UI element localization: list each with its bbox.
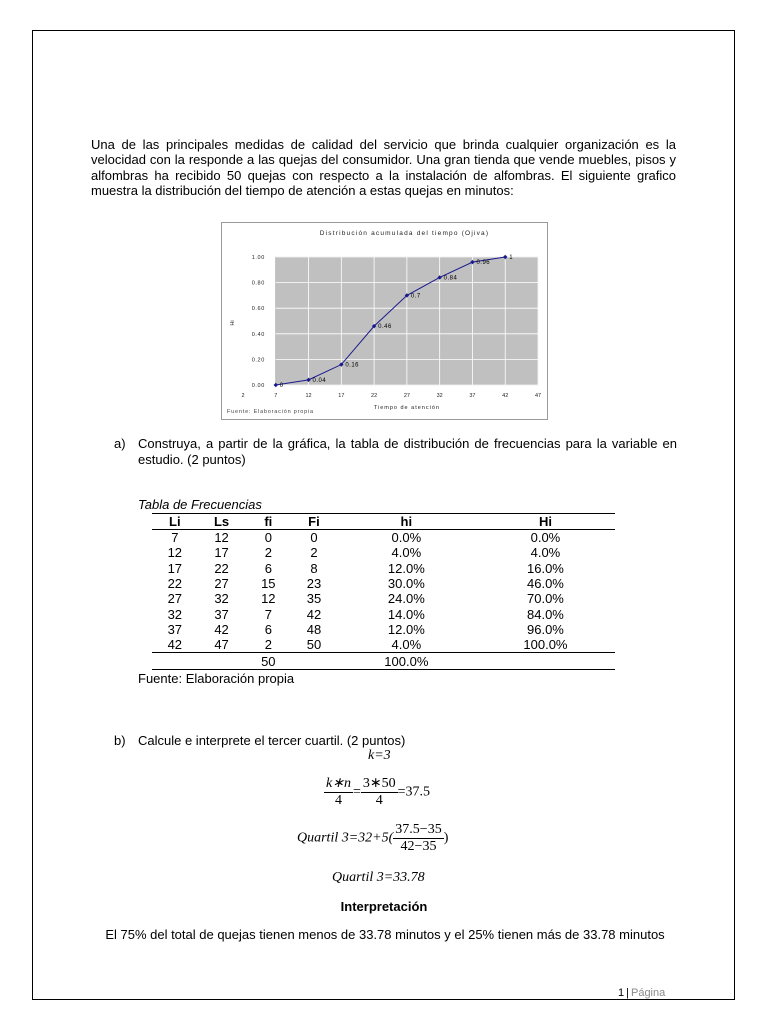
data-label: 0.84 (443, 275, 458, 282)
ogive-chart-svg (222, 223, 549, 421)
math-k-line: k=3 (368, 748, 391, 763)
footer-separator: | (626, 987, 629, 999)
fraction-denominator: 4 (375, 793, 383, 808)
header-Fi: Fi (291, 514, 337, 530)
table-cell: 12 (214, 530, 229, 546)
table-cell: 22 (214, 560, 229, 576)
table-row (152, 591, 615, 606)
table-cell: 47 (214, 637, 229, 653)
table-cell: 7 (264, 606, 272, 622)
table-cell: 22 (167, 576, 183, 592)
table-cell: 0 (310, 530, 318, 546)
table-cell: 4.0% (391, 637, 422, 653)
table-row (152, 530, 615, 546)
table-row (152, 561, 615, 576)
interpretation-heading: Interpretación (340, 899, 428, 914)
table-cell: 17 (167, 560, 183, 576)
fraction-numerator: k∗n (326, 776, 351, 791)
table-cell: 50 (306, 637, 322, 653)
x-tick-label: 22 (371, 393, 378, 399)
header-ls: Ls (198, 514, 246, 530)
table-cell: 12.0% (387, 621, 425, 637)
table-cell: 48 (306, 621, 322, 637)
chart-title: Distribución acumulada del tiempo (Ojiva) (319, 230, 490, 237)
table-cell: 100.0% (523, 637, 568, 653)
chart-source: Fuente: Elaboración propia (227, 409, 314, 415)
equals-sign: = (352, 784, 361, 800)
table-row (152, 637, 615, 653)
table-cell: 96.0% (527, 621, 564, 637)
fraction-numerator: 3∗50 (362, 776, 396, 791)
table-cell: 24.0% (387, 591, 425, 607)
y-tick-label: 0.00 (251, 383, 265, 389)
math-step-2 (297, 822, 448, 855)
frequency-table (152, 513, 615, 670)
ogive-chart (221, 222, 548, 420)
table-body (152, 530, 615, 670)
x-tick-label: 2 (241, 393, 245, 399)
table-cell: 4.0% (391, 545, 422, 561)
table-total-cell (198, 653, 246, 669)
table-total-cell (152, 653, 198, 669)
fraction-quartile (393, 822, 443, 855)
table-cell: 12 (261, 591, 276, 607)
y-tick-label: 0.60 (251, 306, 265, 313)
header-hi: hi (337, 514, 476, 530)
table-cell: 84.0% (527, 606, 564, 622)
x-tick-label: 37 (469, 393, 476, 399)
quartile-formula-prefix: Quartil 3=32+5( (297, 830, 394, 846)
fraction-3x50-over-4 (361, 776, 398, 809)
x-tick-label: 27 (403, 393, 410, 399)
table-cell: 32 (167, 606, 183, 622)
page-footer (618, 987, 665, 999)
table-cell: 0.0% (391, 530, 422, 546)
table-total-row (152, 653, 615, 669)
fraction-kn-over-4 (324, 776, 353, 809)
page-number: 1 (618, 987, 625, 999)
table-cell: 0 (264, 530, 272, 546)
y-axis-label: Hi (230, 320, 236, 326)
fraction-denominator: 4 (334, 793, 342, 808)
header-fi: fi (246, 514, 292, 530)
x-axis-label: Tiempo de atención (373, 405, 440, 411)
data-label: 0.16 (345, 362, 360, 369)
table-row (152, 545, 615, 560)
table-cell: 7 (171, 530, 179, 546)
data-label: 0.7 (410, 293, 421, 300)
x-tick-label: 7 (274, 393, 278, 399)
table-cell: 42 (214, 621, 229, 637)
table-cell: 2 (264, 637, 272, 653)
table-row (152, 622, 615, 637)
y-tick-label: 0.40 (251, 331, 265, 338)
table-cell: 37 (214, 606, 229, 622)
table-row (152, 606, 615, 621)
table-cell: 37 (167, 621, 183, 637)
table-cell: 2 (264, 545, 272, 561)
table-cell: 42 (306, 606, 322, 622)
table-cell: 70.0% (527, 591, 564, 607)
x-tick-label: 12 (305, 393, 312, 399)
table-cell: 27 (214, 576, 229, 592)
table-cell: 16.0% (527, 560, 564, 576)
table-row (152, 576, 615, 591)
table-header-row (152, 514, 615, 530)
x-tick-label: 17 (338, 393, 345, 399)
fraction-numerator: 37.5−35 (395, 822, 442, 837)
fraction-denominator: 42−35 (400, 839, 437, 854)
table-cell: 0.0% (530, 530, 561, 546)
interpretation-text: El 75% del total de quejas tienen menos de 33.78 minutos y el 25% tienen más de 33.78 minutos (105, 927, 665, 942)
data-label: 0.04 (312, 377, 327, 384)
table-caption: Tabla de Frecuencias (138, 497, 262, 512)
table-total-cell (291, 653, 337, 669)
y-tick-label: 0.80 (251, 280, 265, 287)
question-a-text: Construya, a partir de la gráfica, la tabla de distribución de frecuencias para la variable en estudio. (2 puntos) (138, 436, 677, 467)
table-cell: 6 (264, 621, 272, 637)
x-tick-label: 47 (534, 393, 542, 399)
data-label: 1 (509, 255, 514, 261)
table-cell: 14.0% (387, 606, 425, 622)
x-tick-label: 32 (436, 393, 443, 399)
data-label: 0.96 (476, 260, 491, 267)
question-a-number: a) (114, 436, 126, 451)
header-li: Li (152, 514, 198, 530)
y-tick-label: 1.00 (251, 255, 265, 261)
table-total-cell (476, 653, 615, 669)
table-cell: 17 (214, 545, 229, 561)
data-label: 0.46 (378, 324, 392, 331)
y-tick-label: 0.20 (251, 357, 265, 364)
table-cell: 27 (167, 591, 183, 607)
table-cell: 15 (261, 576, 276, 592)
table-cell: 46.0% (527, 576, 564, 592)
table-cell: 8 (310, 560, 318, 576)
table-cell: 2 (310, 545, 318, 561)
x-tick-label: 42 (502, 393, 509, 399)
table-cell: 6 (264, 560, 272, 576)
intro-paragraph: Una de las principales medidas de calidad del servicio que brinda cualquier organización es la velocidad con la responde a las quejas del consumidor. Una gran tienda que vende muebles, pisos y alfombras ha recibido 50 quejas con respecto a la instalación de alfombras. El siguiente grafico muestra la distribución del tiempo de atención a estas quejas en minutos: (91, 137, 676, 198)
quartile-formula-suffix: ) (443, 830, 449, 846)
header-Hi: Hi (476, 514, 615, 530)
table-cell: 30.0% (387, 576, 425, 592)
table-total-cell: 50 (246, 653, 292, 669)
data-label: 0 (279, 383, 284, 389)
table-cell: 4.0% (530, 545, 561, 561)
question-b-text: Calcule e interprete el tercer cuartil. (2 puntos) (138, 733, 406, 748)
table-cell: 12.0% (387, 560, 425, 576)
table-cell: 42 (167, 637, 183, 653)
question-b-number: b) (114, 733, 126, 748)
math-step-1 (324, 776, 430, 809)
step-1-result: =37.5 (397, 784, 430, 800)
table-cell: 23 (306, 576, 322, 592)
table-cell: 32 (214, 591, 229, 607)
table-cell: 35 (306, 591, 322, 607)
table-source: Fuente: Elaboración propia (138, 671, 295, 686)
footer-page-word: Página (630, 987, 666, 999)
math-quartile-result: Quartil 3=33.78 (332, 870, 425, 885)
table-cell: 12 (167, 545, 183, 561)
table-total-cell: 100.0% (337, 653, 476, 669)
